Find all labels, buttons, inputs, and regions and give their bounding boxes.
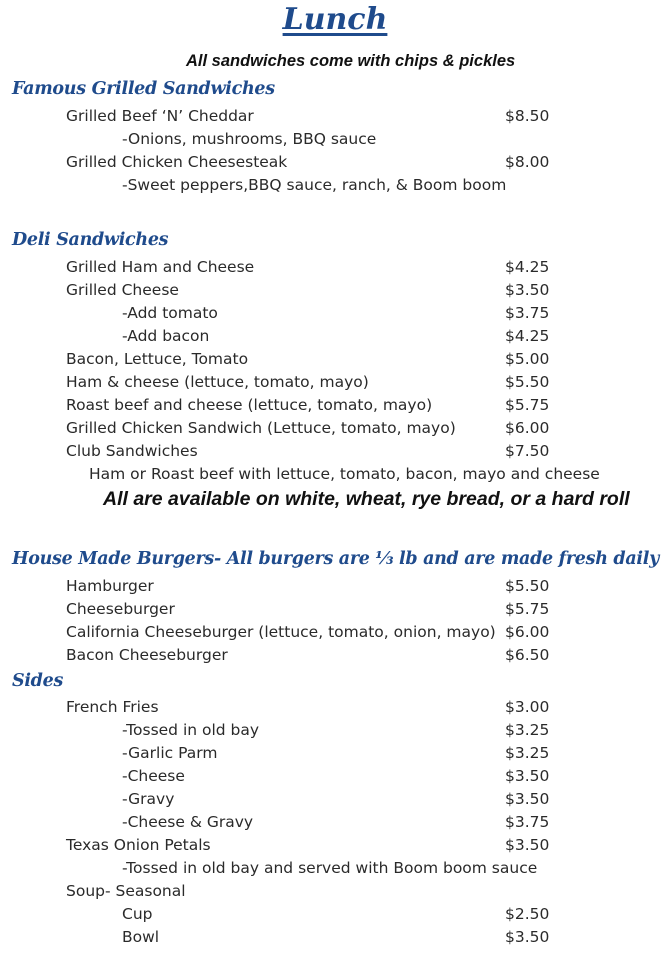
item-price: $4.25 — [505, 258, 550, 276]
bread-options-note: All are available on white, wheat, rye bread, or a hard roll — [103, 488, 630, 510]
item-name: -Gravy — [122, 790, 175, 808]
item-name: -Tossed in old bay — [122, 721, 260, 739]
menu-item — [0, 302, 670, 325]
item-name: Cup — [122, 905, 153, 923]
item-price: $3.50 — [505, 281, 550, 299]
item-price: $6.50 — [505, 646, 550, 664]
menu-subtitle: All sandwiches come with chips & pickles — [186, 52, 516, 70]
item-price: $4.25 — [505, 327, 550, 345]
menu-title: Lunch — [282, 2, 388, 37]
menu-item — [0, 696, 670, 719]
item-price: $8.00 — [505, 153, 550, 171]
item-price: $7.50 — [505, 442, 550, 460]
menu-item — [0, 834, 670, 857]
menu-item-description — [0, 174, 670, 197]
item-name: Texas Onion Petals — [66, 836, 211, 854]
item-price: $3.50 — [505, 767, 550, 785]
menu-item — [0, 394, 670, 417]
item-name: Roast beef and cheese (lettuce, tomato, mayo) — [66, 396, 433, 414]
section-heading-deli: Deli Sandwiches — [12, 230, 169, 250]
item-price: $5.75 — [505, 600, 550, 618]
item-price: $3.75 — [505, 304, 550, 322]
item-name: California Cheeseburger (lettuce, tomato, onion, mayo) — [66, 623, 496, 641]
item-price: $6.00 — [505, 419, 550, 437]
section-heading-grilled: Famous Grilled Sandwiches — [12, 79, 275, 99]
menu-item — [0, 325, 670, 348]
item-name: Grilled Ham and Cheese — [66, 258, 255, 276]
menu-item — [0, 719, 670, 742]
menu-item-description — [0, 857, 670, 880]
item-name: -Garlic Parm — [122, 744, 218, 762]
item-price: $5.50 — [505, 577, 550, 595]
menu-item-description — [0, 128, 670, 151]
item-name: Grilled Cheese — [66, 281, 179, 299]
item-name: Cheeseburger — [66, 600, 175, 618]
menu-item — [0, 742, 670, 765]
item-name: Soup- Seasonal — [66, 882, 186, 900]
menu-item — [0, 811, 670, 834]
item-name: -Tossed in old bay and served with Boom boom sauce — [122, 859, 538, 877]
item-name: Grilled Chicken Sandwich (Lettuce, tomato, mayo) — [66, 419, 456, 437]
item-price: $3.50 — [505, 790, 550, 808]
menu-item — [0, 279, 670, 302]
item-name: -Onions, mushrooms, BBQ sauce — [122, 130, 377, 148]
item-price: $5.75 — [505, 396, 550, 414]
item-name: -Add bacon — [122, 327, 210, 345]
item-price: $3.50 — [505, 836, 550, 854]
menu-item — [0, 256, 670, 279]
item-name: Ham & cheese (lettuce, tomato, mayo) — [66, 373, 369, 391]
item-name: Hamburger — [66, 577, 154, 595]
item-price: $5.50 — [505, 373, 550, 391]
item-price: $3.25 — [505, 721, 550, 739]
item-name: -Cheese — [122, 767, 185, 785]
menu-item-description — [0, 463, 670, 486]
section-heading-sides: Sides — [12, 671, 64, 691]
item-name: -Cheese & Gravy — [122, 813, 254, 831]
menu-item — [0, 417, 670, 440]
item-name: Grilled Beef ‘N’ Cheddar — [66, 107, 254, 125]
item-name: Ham or Roast beef with lettuce, tomato, bacon, mayo and cheese — [89, 465, 600, 483]
item-price: $3.50 — [505, 928, 550, 946]
menu-item — [0, 598, 670, 621]
item-name: -Add tomato — [122, 304, 218, 322]
item-price: $8.50 — [505, 107, 550, 125]
section-heading-burgers: House Made Burgers- All burgers are ⅓ lb and are made fresh daily — [12, 549, 659, 569]
item-name: -Sweet peppers,BBQ sauce, ranch, & Boom boom — [122, 176, 507, 194]
item-name: Bowl — [122, 928, 160, 946]
menu-item — [0, 371, 670, 394]
menu-item — [0, 926, 670, 949]
item-price: $5.00 — [505, 350, 550, 368]
menu-item — [0, 621, 670, 644]
item-name: Club Sandwiches — [66, 442, 198, 460]
menu-item — [0, 105, 670, 128]
item-name: French Fries — [66, 698, 159, 716]
menu-item — [0, 575, 670, 598]
menu-item — [0, 765, 670, 788]
menu-item — [0, 903, 670, 926]
item-name: Grilled Chicken Cheesesteak — [66, 153, 288, 171]
item-price: $2.50 — [505, 905, 550, 923]
menu-item — [0, 440, 670, 463]
item-price: $6.00 — [505, 623, 550, 641]
item-price: $3.75 — [505, 813, 550, 831]
item-price: $3.25 — [505, 744, 550, 762]
menu-item — [0, 788, 670, 811]
menu-item — [0, 644, 670, 667]
item-name: Bacon, Lettuce, Tomato — [66, 350, 249, 368]
menu-item — [0, 880, 670, 903]
item-price: $3.00 — [505, 698, 550, 716]
menu-item — [0, 348, 670, 371]
menu-item — [0, 151, 670, 174]
item-name: Bacon Cheeseburger — [66, 646, 228, 664]
